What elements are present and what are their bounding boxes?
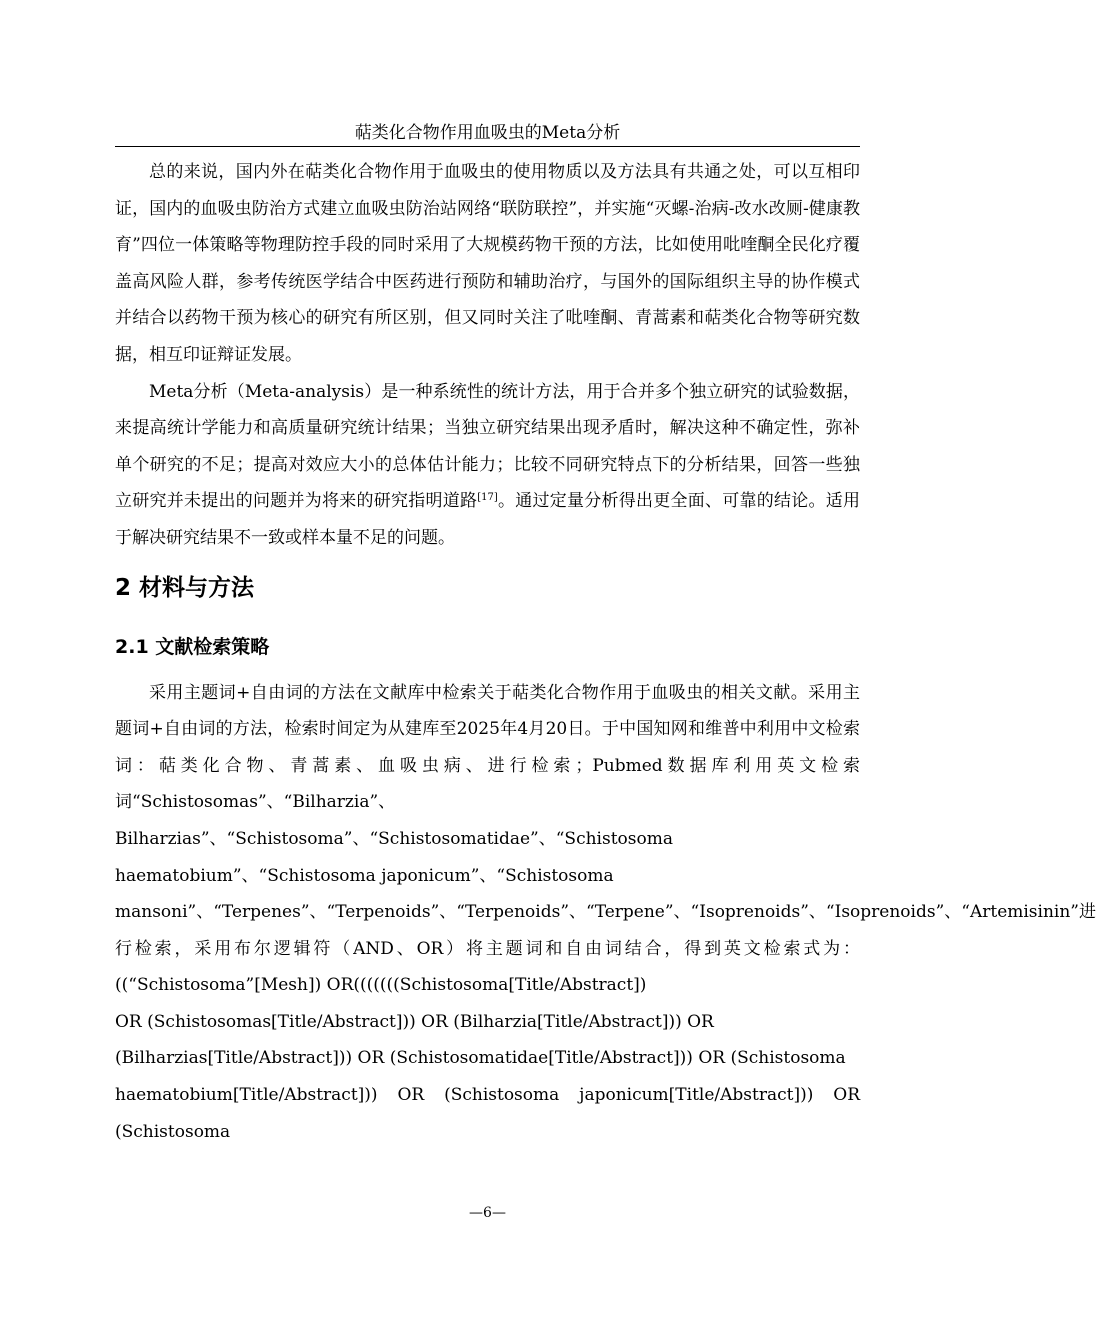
citation-17: [17]: [477, 492, 498, 504]
page-number: —6—: [469, 1205, 506, 1221]
subsection-heading-2-1: 2.1 文献检索策略: [115, 635, 270, 658]
search-query-line-5: OR (Schistosomas[Title/Abstract])) OR (Bilharzia[Title/Abstract])) OR: [115, 1011, 714, 1032]
search-query-line-7: haematobium[Title/Abstract])) OR (Schistosoma japonicum[Title/Abstract])) OR (Schistosoma: [115, 1085, 860, 1142]
paragraph-meta-analysis: [115, 374, 860, 557]
page-body: [115, 154, 1096, 1150]
paragraph-search-strategy: 采用主题词+自由词的方法在文献库中检索关于萜类化合物作用于血吸虫的相关文献。采用主题词+自由词的方法，检索时间定为从建库至2025年4月20日。于中国知网和维普中利用中文检索词：萜类化合物、青蒿素、血吸虫病、进行检索；Pubmed数据库利用英文检索词“Schistosomas”、“Bilharzia”、: [115, 682, 860, 813]
paragraph-summary: 总的来说，国内外在萜类化合物作用于血吸虫的使用物质以及方法具有共通之处，可以互相印证，国内的血吸虫防治方式建立血吸虫防治站网络“联防联控”，并实施“灭螺-治病-改水改厕-健康教育”四位一体策略等物理防控手段的同时采用了大规模药物干预的方法，比如使用吡喹酮全民化疗覆盖高风险人群，参考传统医学结合中医药进行预防和辅助治疗，与国外的国际组织主导的协作模式并结合以药物干预为核心的研究有所区别，但又同时关注了吡喹酮、青蒿素和萜类化合物等研究数据，相互印证辩证发展。: [115, 162, 860, 365]
search-terms-line-4: mansoni”、“Terpenes”、“Terpenoids”、“Terpenoids”、“Terpene”、“Isoprenoids”、“Isoprenoids”、“Artemisinin”进行检索，采用布尔逻辑符（AND、OR）将主题词和自由词结合，得到英文检索式为：((“Schistosoma”[Mesh]) OR(((((((Schistosoma[Title/Abstract]): [115, 902, 1096, 996]
search-terms-line-2: Bilharzias”、“Schistosoma”、“Schistosomatidae”、“Schistosoma: [115, 828, 673, 849]
search-terms-line-3: haematobium”、“Schistosoma japonicum”、“Schistosoma: [115, 865, 614, 886]
running-header: 萜类化合物作用血吸虫的Meta分析: [354, 123, 621, 143]
header-rule: [115, 146, 860, 147]
search-query-line-6: (Bilharzias[Title/Abstract])) OR (Schistosomatidae[Title/Abstract])) OR (Schistosoma: [115, 1048, 846, 1069]
paragraph-meta-text-a: Meta分析（Meta-analysis）是一种系统性的统计方法，用于合并多个独立研究的试验数据，来提高统计学能力和高质量研究统计结果；当独立研究结果出现矛盾时，解决这种不确定性，弥补单个研究的不足；提高对效应大小的总体估计能力；比较不同研究特点下的分析结果，回答一些独立研究并未提出的问题并为将来的研究指明道路: [115, 381, 860, 512]
paragraph-meta-text-b: 。通过定量分析得出更全面、可靠的结论。适用于解决研究结果不一致或样本量不足的问题。: [115, 491, 860, 548]
section-heading-2: 2 材料与方法: [115, 574, 255, 601]
